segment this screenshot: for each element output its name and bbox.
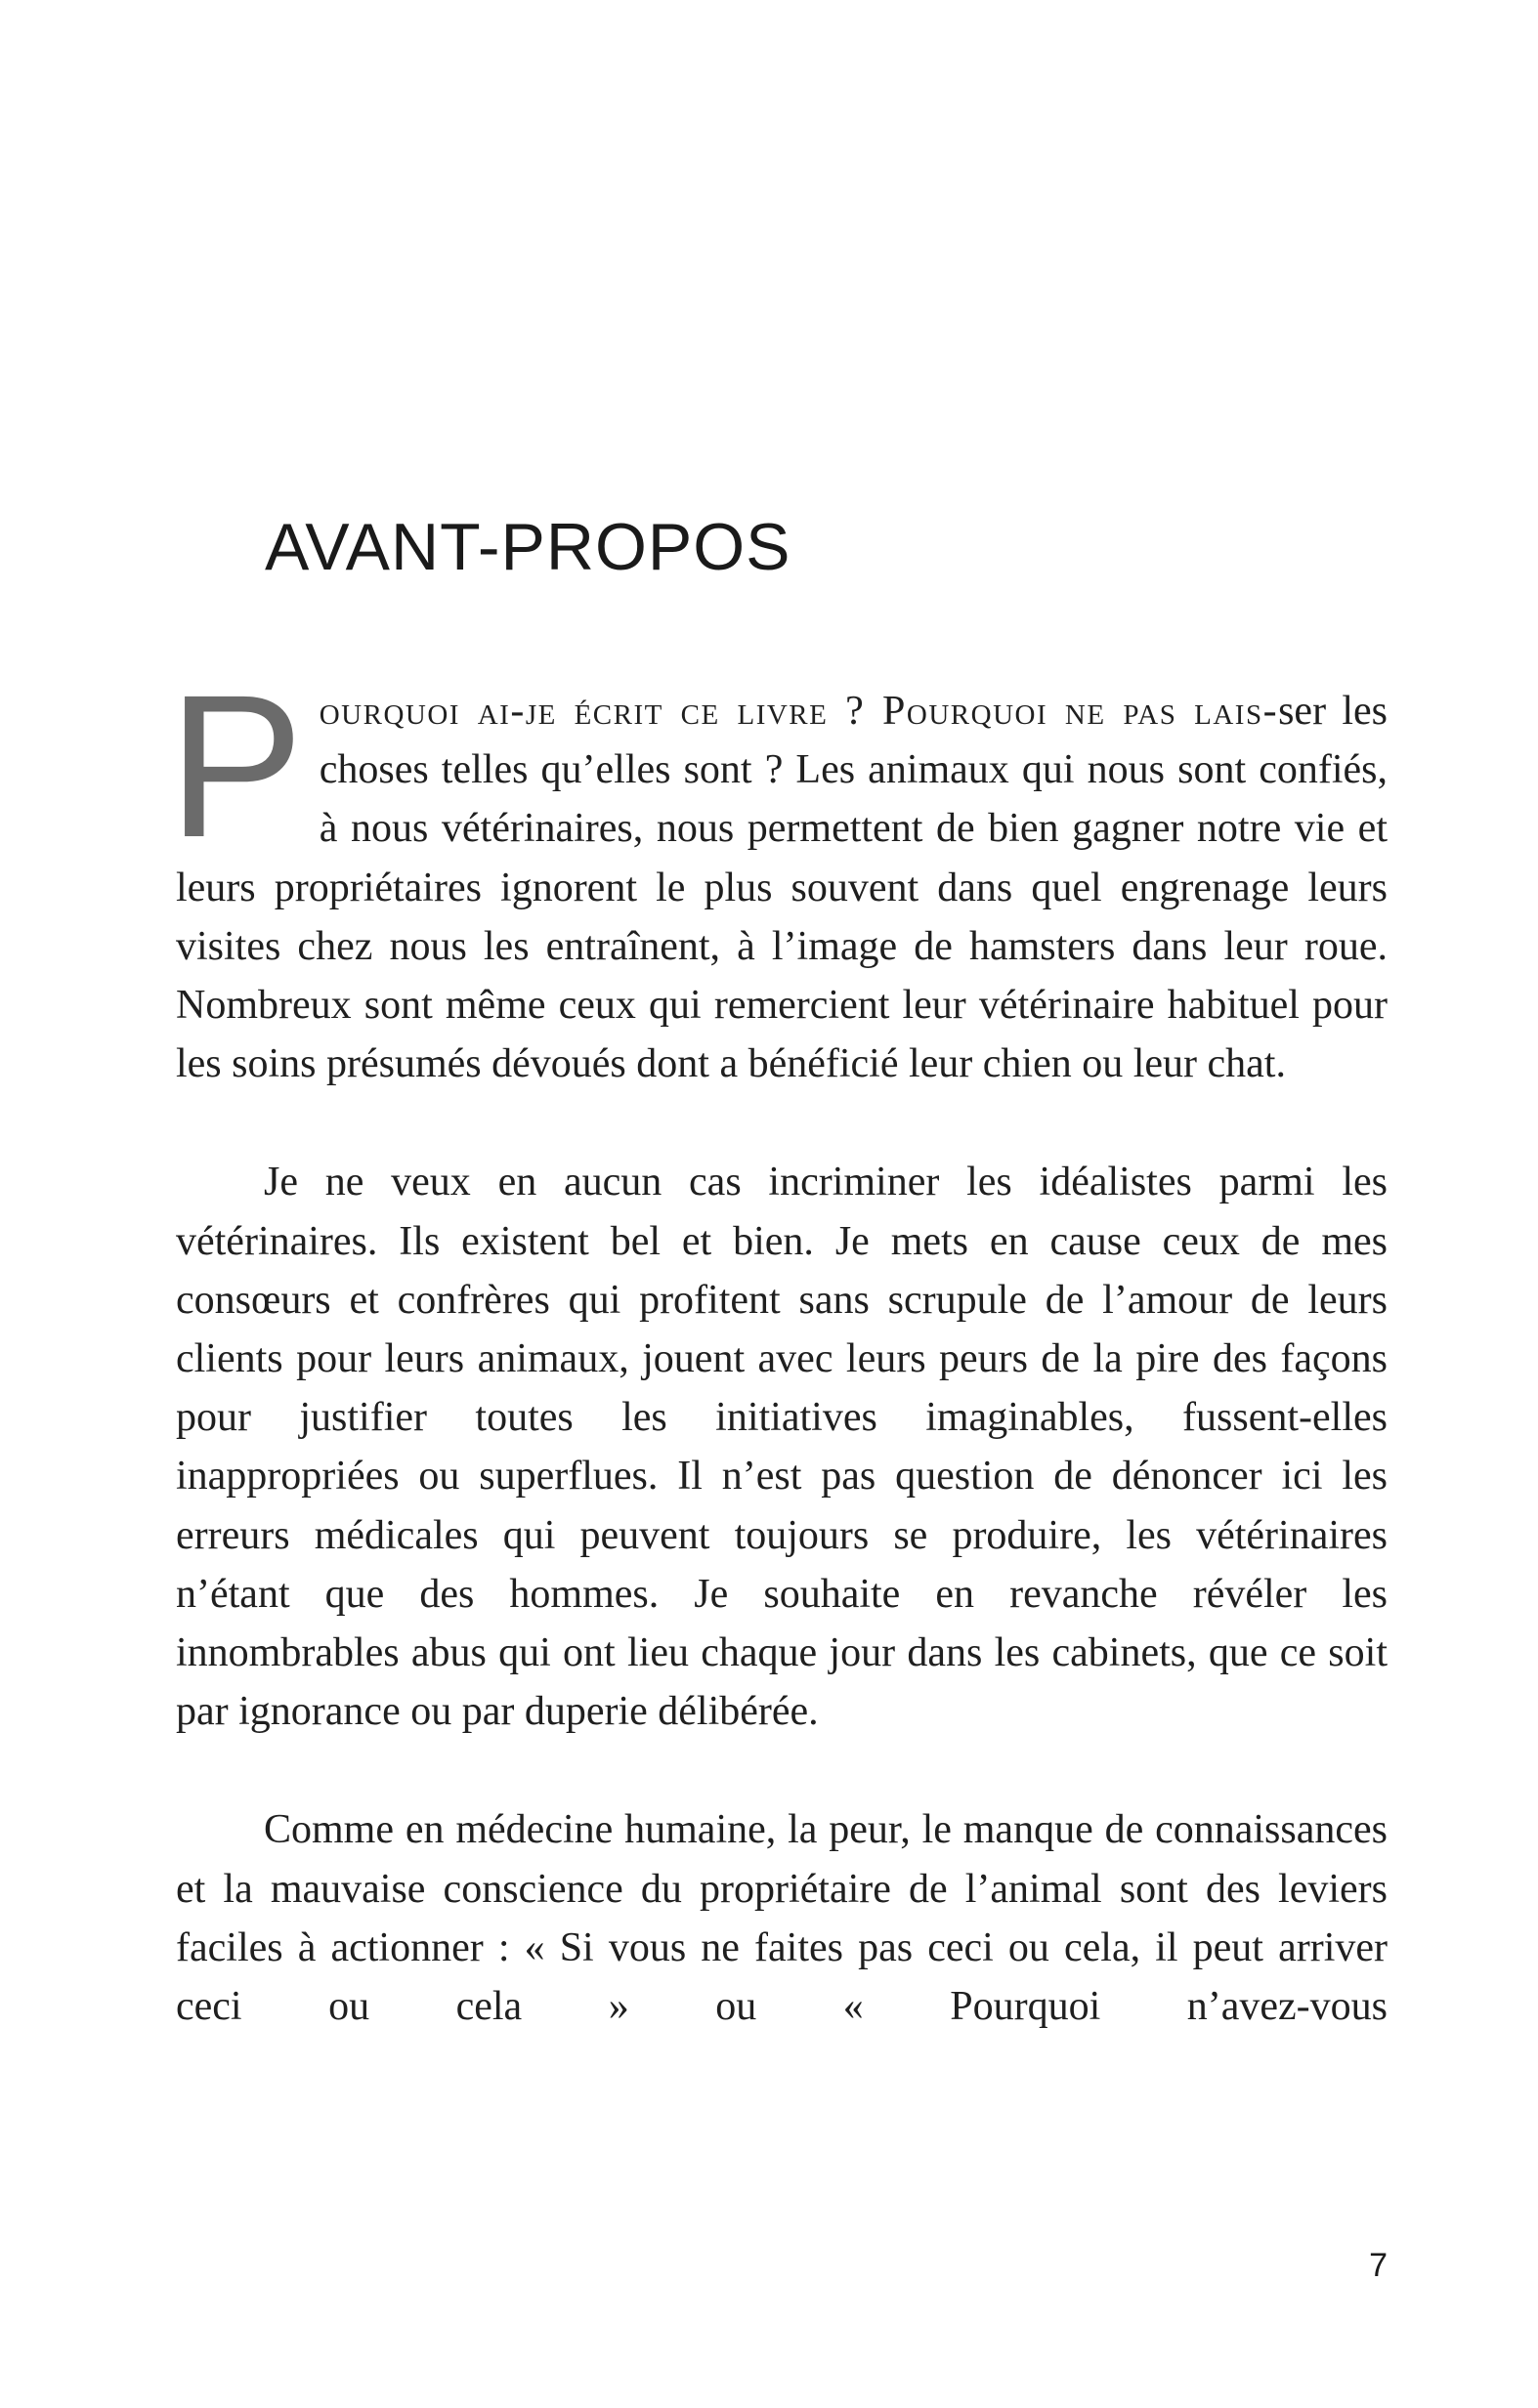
paragraph-1-rest: ser les choses telles qu’elles sont ? Les animaux qui nous sont confiés, à nous vétérinaires, nous permettent de bien gagner notre vie et leurs propriétaires ignorent le plus souvent dans quel engrenage leurs visites chez nous les entraînent, à l’image de hamsters dans leur roue. Nombreux sont même ceux qui remercient leur vétérinaire habituel pour les soins présumés dévoués dont a bénéficié leur chien ou leur chat. bbox=[176, 689, 1388, 1087]
chapter-title: AVANT-PROPOS bbox=[265, 510, 791, 584]
paragraph-1-lead: ourquoi ai-je écrit ce livre ? Pourquoi ne pas lais- bbox=[319, 689, 1279, 734]
drop-cap: P bbox=[168, 654, 304, 880]
page-number: 7 bbox=[1369, 2247, 1388, 2284]
paragraph-2: Je ne veux en aucun cas incriminer les idéalistes parmi les vétérinaires. Ils existent bel et bien. Je mets en cause ceux de mes consœurs et confrères qui profitent sans scrupule de l’amour de leurs clients pour leurs animaux, jouent avec leurs peurs de la pire des façons pour justifier toutes les initiatives imaginables, fussent-elles inappropriées ou superflues. Il n’est pas question de dénoncer ici les erreurs médicales qui peuvent toujours se produire, les vétérinaires n’étant que des hommes. Je souhaite en revanche révéler les innombrables abus qui ont lieu chaque jour dans les cabinets, que ce soit par ignorance ou par duperie délibérée. bbox=[176, 1160, 1388, 1735]
paragraph-3: Comme en médecine humaine, la peur, le manque de connaissances et la mauvaise conscience du propriétaire de l’animal sont des leviers faciles à actionner : « Si vous ne faites pas ceci ou cela, il peut arriver ceci ou cela » ou « Pourquoi n’avez-vous bbox=[176, 1807, 1388, 2030]
body-text bbox=[168, 654, 1388, 2036]
paragraph-1 bbox=[168, 654, 1388, 1093]
